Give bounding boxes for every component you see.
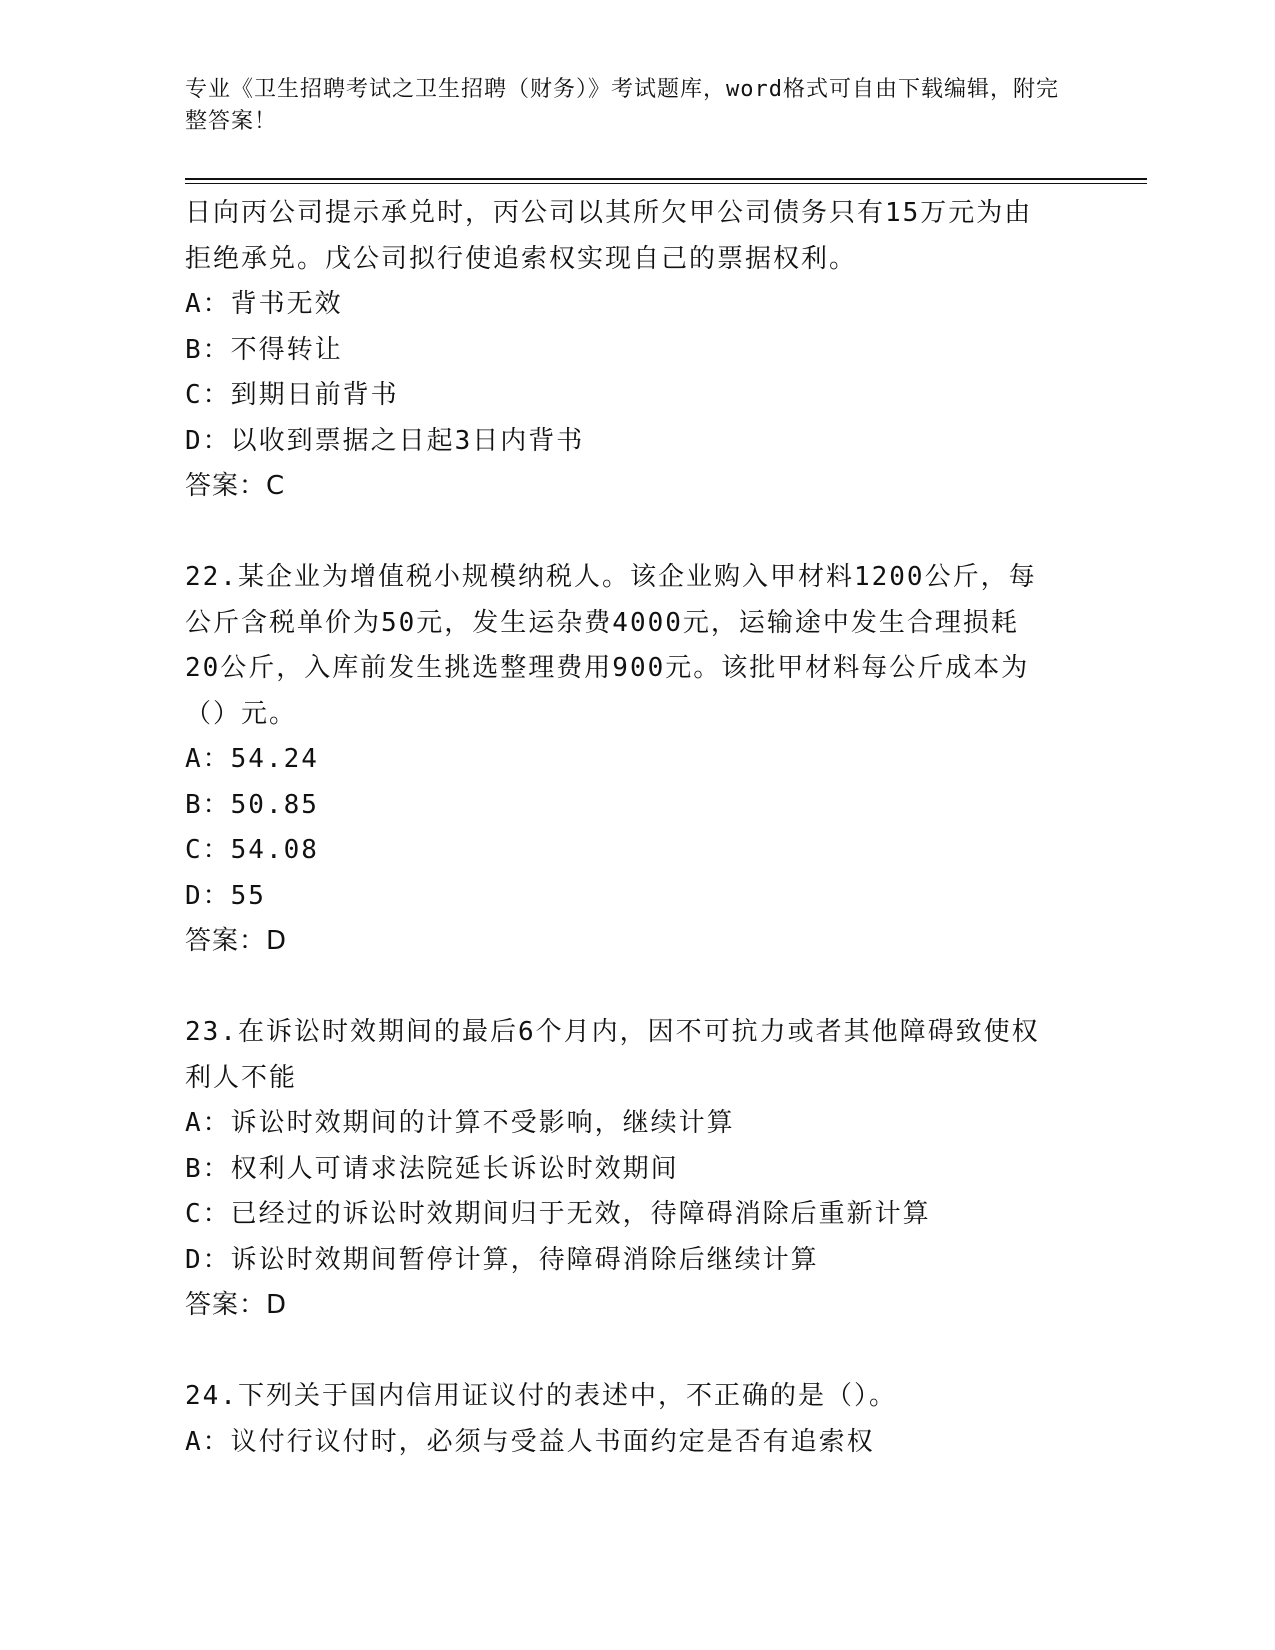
question-spacer: [185, 510, 1085, 556]
option-d: D：55: [185, 880, 266, 911]
answer: 答案：D: [185, 1290, 288, 1320]
question-stem-line: 23.在诉讼时效期间的最后6个月内，因不可抗力或者其他障碍致使权: [185, 1017, 1040, 1047]
question-23: [185, 1010, 1085, 1329]
question-spacer: [185, 1329, 1085, 1375]
question-stem-line: 24.下列关于国内信用证议付的表述中，不正确的是（）。: [185, 1381, 897, 1411]
question-stem-line: （）元。: [185, 698, 298, 729]
option-d: D：诉讼时效期间暂停计算，待障碍消除后继续计算: [185, 1244, 819, 1275]
answer: 答案：C: [185, 471, 286, 501]
answer: 答案：D: [185, 926, 288, 956]
option-a: A：背书无效: [185, 289, 343, 319]
option-b: B：不得转让: [185, 334, 343, 365]
option-b: B：权利人可请求法院延长诉讼时效期间: [185, 1153, 679, 1184]
option-a: A：议付行议付时，必须与受益人书面约定是否有追索权: [185, 1426, 875, 1457]
question-stem-line: 日向丙公司提示承兑时，丙公司以其所欠甲公司债务只有15万元为由: [185, 198, 1033, 228]
header-rule-thin: [185, 183, 1147, 184]
option-a: A：54.24: [185, 744, 319, 774]
question-stem-line: 拒绝承兑。戊公司拟行使追索权实现自己的票据权利。: [185, 243, 858, 274]
question-stem-line: 22.某企业为增值税小规模纳税人。该企业购入甲材料1200公斤，每: [185, 562, 1037, 592]
question-21-tail: [185, 191, 1085, 510]
option-c: C：到期日前背书: [185, 380, 399, 410]
question-24: [185, 1374, 1085, 1465]
option-b: B：50.85: [185, 789, 319, 820]
question-stem-line: 利人不能: [185, 1062, 298, 1093]
option-d: D：以收到票据之日起3日内背书: [185, 425, 585, 456]
option-c: C：54.08: [185, 835, 319, 865]
document-header: 专业《卫生招聘考试之卫生招聘（财务）》考试题库，word格式可自由下载编辑，附完整答案！: [185, 77, 1059, 134]
question-content: [185, 191, 1085, 1465]
question-stem-line: 20公斤，入库前发生挑选整理费用900元。该批甲材料每公斤成本为: [185, 653, 1030, 683]
question-spacer: [185, 965, 1085, 1011]
option-a: A：诉讼时效期间的计算不受影响，继续计算: [185, 1108, 735, 1138]
question-22: [185, 555, 1085, 965]
header-rule-thick: [185, 178, 1147, 180]
option-c: C：已经过的诉讼时效期间归于无效，待障碍消除后重新计算: [185, 1199, 931, 1229]
question-stem-line: 公斤含税单价为50元，发生运杂费4000元，运输途中发生合理损耗: [185, 607, 1019, 638]
